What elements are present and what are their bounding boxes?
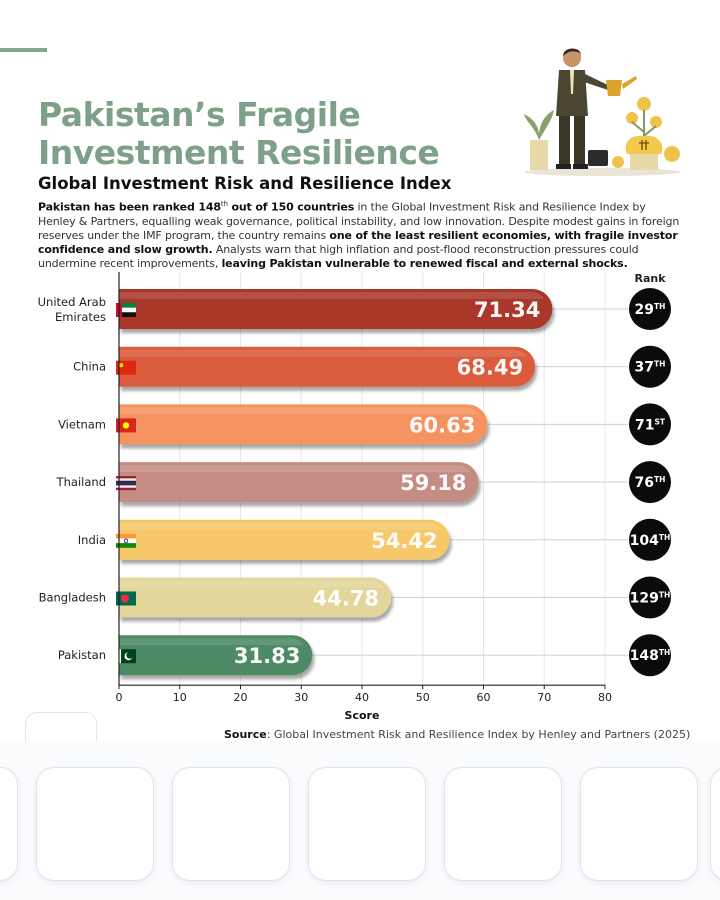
desc-text-1: in the Global Investment Risk and Resilience Index by Henley & Partners, equalling weak governance, political instability, and low innovation. Despite modest gains in foreign reserves under the IMF program, the country remains — [38, 200, 680, 242]
category-label: Thailand — [56, 475, 106, 490]
bar-value-label: 31.83 — [233, 644, 301, 669]
desc-bold-3: one of the least resilient economies, with fragile investor confidence and slow growth. — [38, 228, 678, 256]
description-paragraph — [38, 197, 680, 271]
bars — [38, 288, 671, 676]
category-label: China — [73, 359, 106, 374]
rank-label: 37TH — [634, 359, 666, 376]
x-tick-label: 0 — [115, 691, 123, 705]
footer-card[interactable] — [710, 767, 720, 881]
footer-tab — [25, 712, 97, 741]
rank-badge — [629, 519, 671, 561]
bar-value-label: 54.42 — [371, 528, 438, 553]
rank-label: 71ST — [634, 417, 666, 434]
rank-badge — [629, 634, 671, 676]
bar-value-label: 60.63 — [408, 413, 476, 438]
footer-card[interactable] — [444, 767, 562, 881]
investor-watering-money-plant-illustration — [522, 44, 682, 178]
footer-card[interactable] — [580, 767, 698, 881]
bar-row — [56, 461, 671, 503]
x-tick-label: 40 — [355, 691, 369, 705]
x-axis-label: Score — [344, 709, 380, 720]
footer-card[interactable] — [308, 767, 426, 881]
bar-value-label: 44.78 — [312, 586, 380, 611]
rank-label: 104TH — [629, 532, 671, 549]
desc-bold-2: out of 150 countries — [227, 200, 355, 214]
category-label: Bangladesh — [38, 590, 106, 605]
category-label: India — [77, 532, 106, 547]
rank-badge — [629, 461, 671, 503]
desc-ordinal-suffix: th — [220, 200, 228, 208]
source-note — [224, 728, 690, 741]
rank-label: 29TH — [634, 302, 666, 318]
source-text: : Global Investment Risk and Resilience Index by Henley and Partners (2025) — [266, 728, 691, 741]
bar-row — [78, 519, 671, 561]
bar-row — [73, 346, 671, 388]
x-tick-label: 60 — [476, 691, 491, 705]
category-label: Vietnam — [58, 417, 106, 432]
accent-line — [0, 48, 47, 52]
desc-text-2: Analysts warn that high inflation and post-flood reconstruction pressures could undermine recent improvements, — [38, 242, 639, 270]
bar-row — [58, 634, 671, 676]
rank-badge — [629, 577, 671, 619]
page-title — [38, 96, 439, 172]
rank-badge — [629, 346, 671, 388]
bar-value-label: 71.34 — [473, 298, 541, 322]
rank-badge — [629, 403, 671, 445]
rank-label: 76TH — [634, 475, 666, 492]
x-tick-label: 80 — [598, 691, 612, 705]
rank-label: 148TH — [629, 648, 671, 665]
x-tick-label: 70 — [537, 691, 552, 705]
footer-card[interactable] — [172, 767, 290, 881]
desc-bold-1: Pakistan has been ranked 148 — [38, 200, 221, 214]
rank-label: 129TH — [629, 590, 671, 607]
category-label: Pakistan — [57, 648, 106, 663]
score-bar-chart — [0, 270, 720, 720]
bar-value-label: 68.49 — [456, 355, 524, 380]
bar-value-label: 59.18 — [400, 471, 467, 496]
footer-card-strip — [0, 742, 720, 900]
rank-badge — [629, 288, 671, 330]
bar-row — [39, 577, 671, 619]
x-tick-label: 50 — [415, 691, 430, 705]
desc-bold-4: leaving Pakistan vulnerable to renewed fiscal and external shocks. — [221, 256, 628, 270]
rank-header: Rank — [634, 272, 666, 285]
source-label: Source — [224, 728, 267, 741]
bar-row — [38, 288, 671, 330]
footer-card[interactable] — [36, 767, 154, 881]
x-tick-label: 20 — [233, 691, 248, 705]
title-line-2: Investment Resilience — [38, 133, 440, 172]
x-tick-label: 10 — [172, 691, 187, 705]
x-tick-label: 30 — [294, 691, 309, 705]
bar-row — [58, 403, 671, 445]
category-label: United Arab Emirates — [37, 295, 106, 324]
title-line-1: Pakistan’s Fragile — [38, 95, 361, 134]
footer-card[interactable] — [0, 767, 18, 881]
chart-subtitle: Global Investment Risk and Resilience Index — [38, 174, 452, 193]
